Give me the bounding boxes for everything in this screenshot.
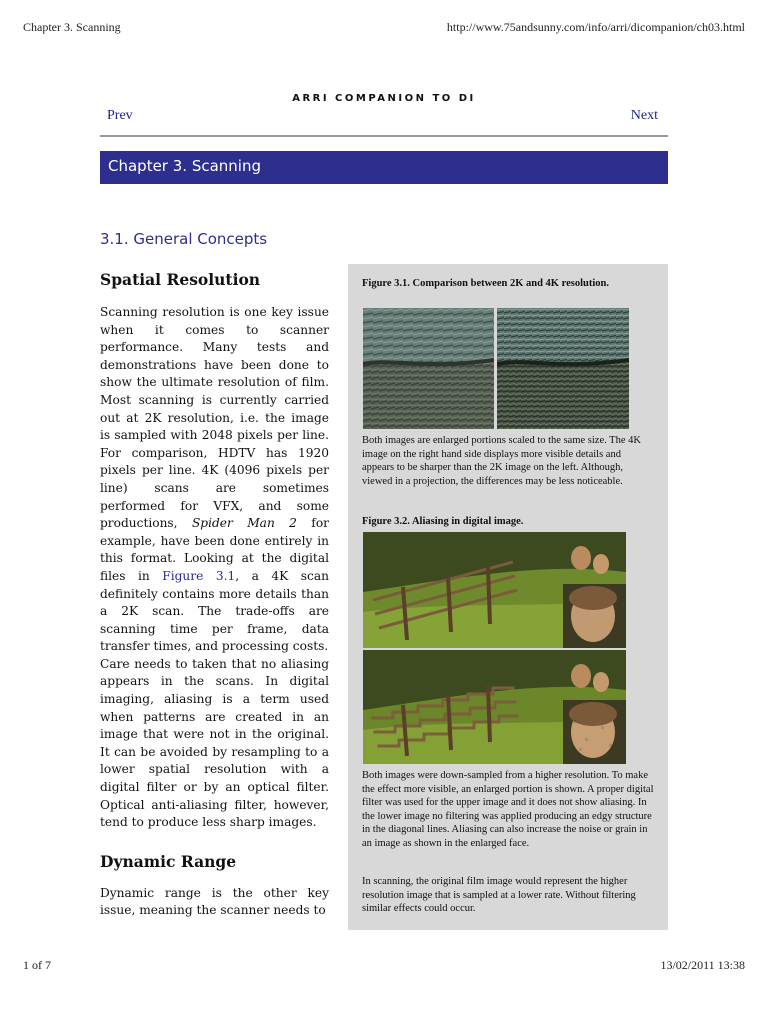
page-counter: 1 of 7 <box>23 958 51 972</box>
figure-3-2-caption-1: Both images were down-sampled from a higher resolution. To make the effect more visible, an enlarged portion is shown. A proper digital filter was used for the upper image and it does not show aliasing. In the lower image no filtering was applied producing an edgy structure in the diagonal lines. Aliasing can also increase the noise or grain in an image as shown in the enlarged face. <box>362 770 654 849</box>
chapter-title: Chapter 3. Scanning <box>108 157 261 175</box>
spatial-paragraph-2: Care needs to taken that no aliasing appears in the scans. In digital imaging, aliasing is a term used when patterns are created in an image that were not in the original. It can be avoided by resampling to a lower spatial resolution with a digital filter or by an optical filter. Optical anti-aliasing filter, however, tend to produce less sharp images. <box>100 656 329 830</box>
spatial-p1-emphasis: Spider Man 2 <box>191 516 297 531</box>
spatial-p1-text-a: Scanning resolution is one key issue when it comes to scanner performance. Many tests and demonstrations have been done to show the ultimate resolution of film. Most scanning is currently carried out at 2K resolution, i.e. the image is sampled with 2048 pixels per line. For comparison, HDTV has 1920 pixels per line. 4K (4096 pixels per line) scans are sometimes performed for VFX, and some productions, <box>100 305 329 531</box>
next-link[interactable]: Next <box>630 108 658 123</box>
print-header <box>23 20 745 36</box>
figure-3-1-title: Figure 3.1. Comparison between 2K and 4K resolution. <box>362 278 609 289</box>
main-text-column <box>100 270 329 920</box>
chapter-title-bar <box>100 151 668 184</box>
dynamic-paragraph-1: Dynamic range is the other key issue, meaning the scanner needs to <box>100 885 329 918</box>
figure-3-1-link[interactable]: Figure 3.1 <box>162 568 236 583</box>
print-header-url: http://www.75andsunny.com/info/arri/dicompanion/ch03.html <box>446 20 745 34</box>
figure-3-1-caption: Both images are enlarged portions scaled to the same size. The 4K image on the right hand side displays more visible details and appears to be sharper than the 2K image on the left. Although, viewed in a projection, the differences may be less noticeable. <box>362 435 641 487</box>
document-title: ARRI COMPANION TO DI <box>292 93 476 104</box>
figure-3-2-title: Figure 3.2. Aliasing in digital image. <box>362 516 524 527</box>
figure-3-2-caption-2: In scanning, the original film image would represent the higher resolution image that is sampled at a lower rate. Without filtering similar effects could occur. <box>362 876 636 914</box>
figure-3-2-image-filtered <box>363 532 626 648</box>
figure-3-1-image-4k <box>497 308 629 429</box>
prev-link[interactable]: Prev <box>107 108 133 123</box>
figure-sidebar <box>348 264 668 930</box>
print-datetime: 13/02/2011 13:38 <box>660 958 745 972</box>
figure-3-2-image-aliased <box>363 650 626 764</box>
spatial-paragraph-1 <box>100 304 329 656</box>
figure-3-1-image-2k <box>363 308 494 429</box>
print-footer <box>23 958 745 974</box>
print-header-title: Chapter 3. Scanning <box>23 20 121 34</box>
section-title: 3.1. General Concepts <box>100 230 268 248</box>
spatial-p1-text-b: for example, have been done entirely in this format. Looking at the digital files in <box>100 516 329 583</box>
spatial-resolution-heading: Spatial Resolution <box>100 270 261 289</box>
spatial-p1-text-c: , a 4K scan definitely contains more details than a 2K scan. The trade-offs are scanning time per frame, data transfer times, and processing costs. <box>100 568 329 654</box>
dynamic-range-heading: Dynamic Range <box>100 851 237 871</box>
nav-divider <box>100 135 668 137</box>
